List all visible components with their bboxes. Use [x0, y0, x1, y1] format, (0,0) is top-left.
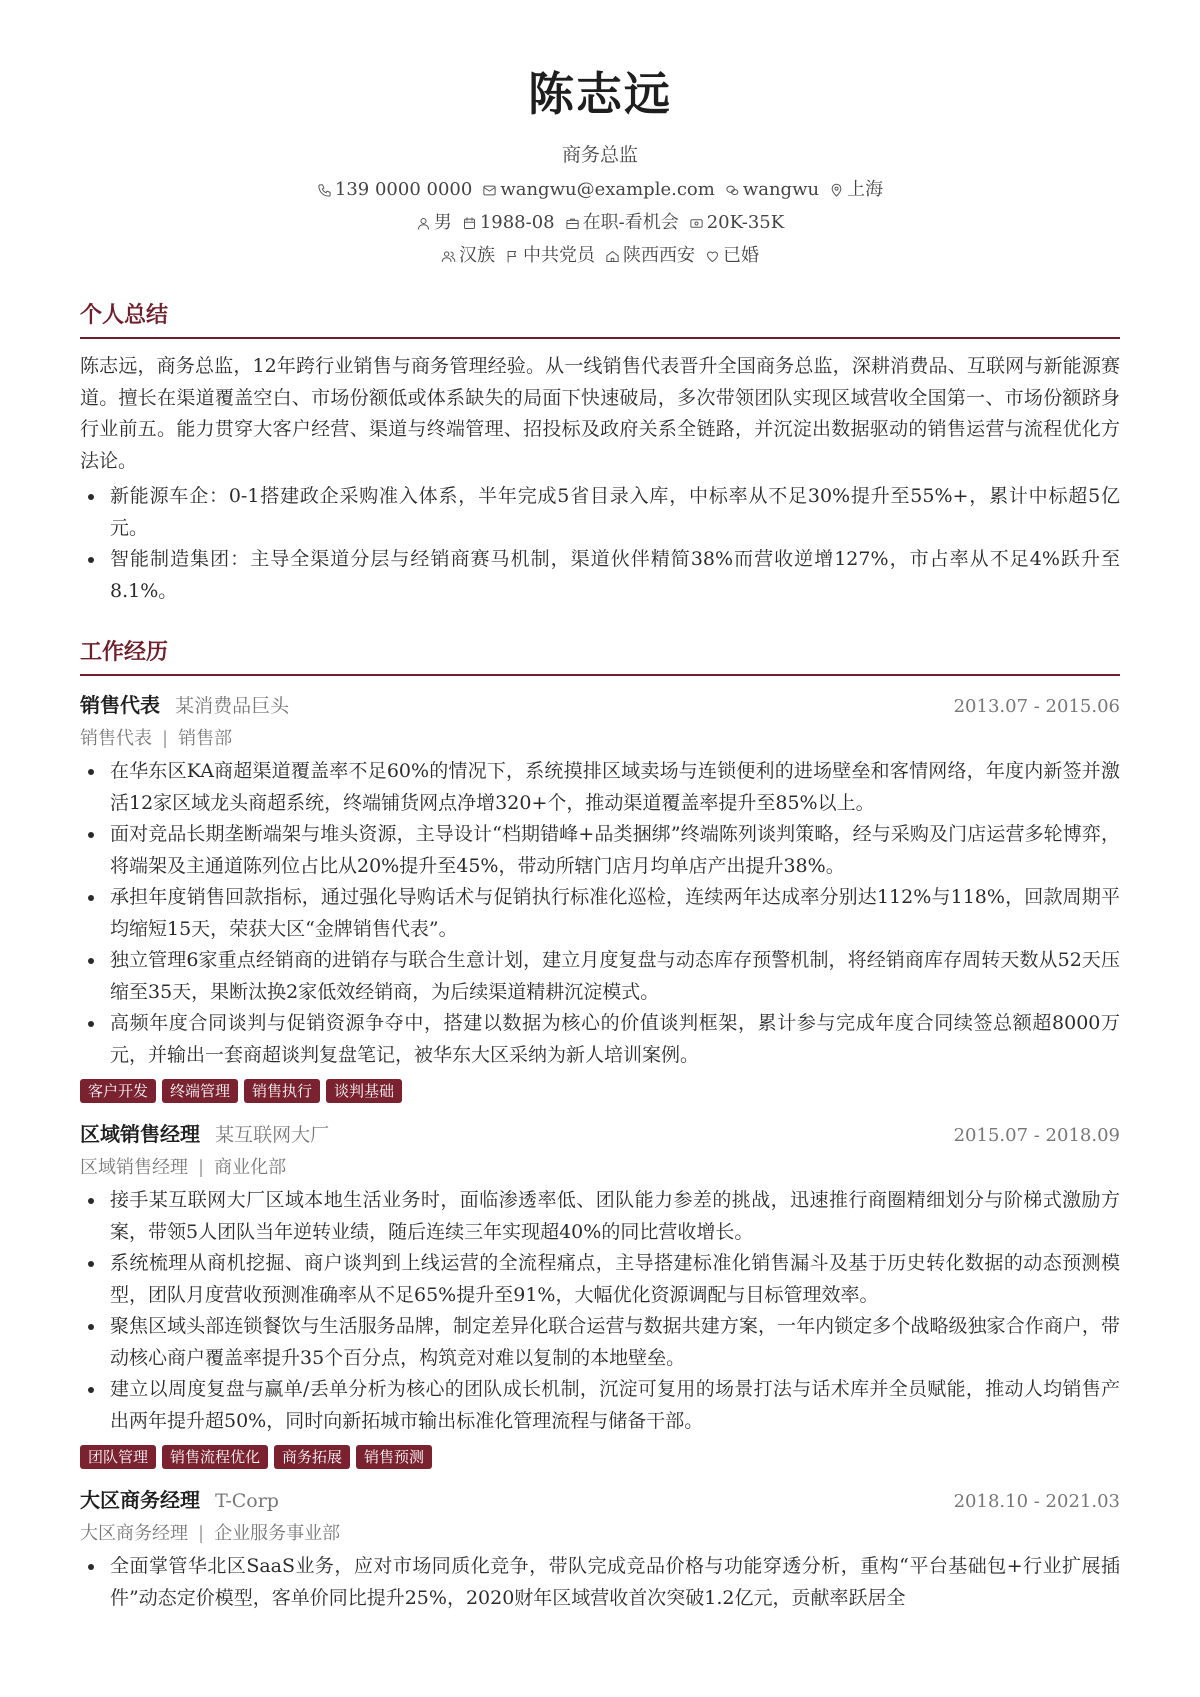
job-department: 企业服务事业部	[214, 1523, 341, 1544]
contact-location	[829, 178, 883, 202]
user-icon	[416, 216, 431, 231]
basics-birth	[462, 211, 555, 235]
skill-tag: 团队管理	[80, 1445, 156, 1469]
job-bullets	[80, 1185, 1120, 1437]
job-bullet: 承担年度销售回款指标，通过强化导购话术与促销执行标准化巡检，连续两年达成率分别达112%与118%，回款周期平均缩短15天，荣获大区“金牌销售代表”。	[80, 882, 1120, 945]
job-company: T-Corp	[215, 1490, 279, 1512]
skill-tag: 销售流程优化	[162, 1445, 268, 1469]
skill-tag: 销售预测	[356, 1445, 432, 1469]
job-bullet: 高频年度合同谈判与促销资源争夺中，搭建以数据为核心的价值谈判框架，累计参与完成年度合同续签总额超8000万元，并输出一套商超谈判复盘笔记，被华东大区采纳为新人培训案例。	[80, 1008, 1120, 1071]
job-separator: |	[162, 728, 169, 749]
contact-location-text: 上海	[847, 179, 884, 200]
job-department: 商业化部	[214, 1157, 287, 1178]
basics-birth-text: 1988-08	[479, 212, 555, 233]
personal-hometown-text: 陕西西安	[623, 245, 695, 266]
job-subtitle	[80, 1519, 1120, 1549]
job-bullets	[80, 1551, 1120, 1614]
job-entry	[80, 1485, 1120, 1614]
contact-email	[482, 178, 715, 202]
job-position: 销售代表	[80, 728, 152, 749]
resume-page	[80, 0, 1120, 1614]
job-subtitle	[80, 724, 1120, 754]
job-role: 区域销售经理	[80, 1122, 200, 1146]
personal-row	[80, 244, 1120, 268]
summary-paragraph: 陈志远，商务总监，12年跨行业销售与商务管理经验。从一线销售代表晋升全国商务总监，深耕消费品、互联网与新能源赛道。擅长在渠道覆盖空白、市场份额低或体系缺失的局面下快速破局，多次带领团队实现区域营收全国第一、市场份额跻身行业前五。能力贯穿大客户经营、渠道与终端管理、招投标及政府关系全链路，并沉淀出数据驱动的销售运营与流程优化方法论。	[80, 355, 1120, 472]
wechat-icon	[725, 183, 740, 198]
personal-marital-text: 已婚	[723, 245, 759, 266]
job-entry	[80, 690, 1120, 1103]
calendar-icon	[462, 216, 477, 231]
summary-highlight: 智能制造集团：主导全渠道分层与经销商赛马机制，渠道伙伴精简38%而营收逆增127%，市占率从不足4%跃升至8.1%。	[80, 544, 1120, 607]
basics-status	[565, 211, 679, 235]
job-bullet: 独立管理6家重点经销商的进销存与联合生意计划，建立月度复盘与动态库存预警机制，将经销商库存周转天数从52天压缩至35天，果断汰换2家低效经销商，为后续渠道精耕沉淀模式。	[80, 945, 1120, 1008]
work-heading: 工作经历	[80, 637, 1120, 676]
job-bullet: 在华东区KA商超渠道覆盖率不足60%的情况下，系统摸排区域卖场与连锁便利的进场壁垒和客情网络，年度内新签并激活12家区域龙头商超系统，终端铺货网点净增320+个，推动渠道覆盖率提升至85%以上。	[80, 756, 1120, 819]
job-header	[80, 1119, 1120, 1151]
job-date: 2013.07 - 2015.06	[953, 696, 1120, 717]
heart-icon	[705, 249, 720, 264]
job-entry	[80, 1119, 1120, 1469]
job-date: 2015.07 - 2018.09	[953, 1125, 1120, 1146]
job-bullet: 建立以周度复盘与赢单/丢单分析为核心的团队成长机制，沉淀可复用的场景打法与话术库并全员赋能，推动人均销售产出两年提升超50%，同时向新拓城市输出标准化管理流程与储备干部。	[80, 1374, 1120, 1437]
personal-ethnicity	[441, 244, 495, 268]
skill-tag: 谈判基础	[326, 1079, 402, 1103]
job-bullet: 面对竞品长期垄断端架与堆头资源，主导设计“档期错峰+品类捆绑”终端陈列谈判策略，经与采购及门店运营多轮博弈，将端架及主通道陈列位占比从20%提升至45%，带动所辖门店月均单店产出提升38%。	[80, 819, 1120, 882]
job-bullet: 系统梳理从商机挖掘、商户谈判到上线运营的全流程痛点，主导搭建标准化销售漏斗及基于历史转化数据的动态预测模型，团队月度营收预测准确率从不足65%提升至91%，大幅优化资源调配与目标管理效率。	[80, 1248, 1120, 1311]
job-header	[80, 1485, 1120, 1517]
location-icon	[829, 183, 844, 198]
skill-tag: 销售执行	[244, 1079, 320, 1103]
personal-hometown	[605, 244, 695, 268]
briefcase-icon	[565, 216, 580, 231]
personal-political	[505, 244, 595, 268]
flag-icon	[505, 249, 520, 264]
summary-highlight: 新能源车企：0-1搭建政企采购准入体系，半年完成5省目录入库，中标率从不足30%提升至55%+，累计中标超5亿元。	[80, 481, 1120, 544]
basics-gender	[416, 211, 452, 235]
candidate-title: 商务总监	[561, 144, 638, 166]
personal-marital	[705, 244, 759, 268]
job-company: 某消费品巨头	[175, 695, 290, 717]
summary-highlights	[80, 481, 1120, 607]
basics-row	[80, 211, 1120, 235]
salary-icon	[689, 216, 704, 231]
job-position: 大区商务经理	[80, 1523, 188, 1544]
contact-wechat-text: wangwu	[742, 179, 820, 200]
skill-tag: 商务拓展	[274, 1445, 350, 1469]
job-subtitle	[80, 1153, 1120, 1183]
contact-wechat	[725, 178, 819, 202]
skill-tag: 客户开发	[80, 1079, 156, 1103]
personal-political-text: 中共党员	[523, 245, 595, 266]
home-icon	[605, 249, 620, 264]
job-bullet: 接手某互联网大厂区域本地生活业务时，面临渗透率低、团队能力参差的挑战，迅速推行商圈精细划分与阶梯式激励方案，带领5人团队当年逆转业绩，随后连续三年实现超40%的同比营收增长。	[80, 1185, 1120, 1248]
job-separator: |	[198, 1157, 205, 1178]
job-date: 2018.10 - 2021.03	[953, 1491, 1120, 1512]
job-position: 区域销售经理	[80, 1157, 188, 1178]
contact-phone-text: 139 0000 0000	[334, 179, 473, 200]
candidate-name: 陈志远	[528, 67, 672, 121]
basics-salary	[689, 211, 784, 235]
job-bullet: 聚焦区域头部连锁餐饮与生活服务品牌，制定差异化联合运营与数据共建方案，一年内锁定多个战略级独家合作商户，带动核心商户覆盖率提升35个百分点，构筑竞对难以复制的本地壁垒。	[80, 1311, 1120, 1374]
job-header	[80, 690, 1120, 722]
personal-ethnicity-text: 汉族	[459, 245, 495, 266]
mail-icon	[482, 183, 497, 198]
job-department: 销售部	[178, 728, 233, 749]
summary-heading: 个人总结	[80, 300, 1120, 339]
phone-icon	[317, 183, 332, 198]
contact-email-text: wangwu@example.com	[500, 179, 715, 200]
contact-phone	[317, 178, 472, 202]
basics-salary-text: 20K-35K	[706, 212, 785, 233]
contact-row	[80, 178, 1120, 202]
basics-gender-text: 男	[433, 212, 452, 233]
job-company: 某互联网大厂	[215, 1124, 330, 1146]
basics-status-text: 在职-看机会	[582, 212, 679, 233]
job-bullets	[80, 756, 1120, 1071]
work-section	[80, 637, 1120, 1614]
job-bullet: 全面掌管华北区SaaS业务，应对市场同质化竞争，带队完成竞品价格与功能穿透分析，重构“平台基础包+行业扩展插件”动态定价模型，客单价同比提升25%，2020财年区域营收首次突破1.2亿元，贡献率跃居全	[80, 1551, 1120, 1614]
people-icon	[441, 249, 456, 264]
skill-tag: 终端管理	[162, 1079, 238, 1103]
resume-header	[80, 62, 1120, 268]
job-role: 大区商务经理	[80, 1488, 200, 1512]
job-separator: |	[198, 1523, 205, 1544]
job-tags	[80, 1079, 1120, 1103]
job-role: 销售代表	[80, 693, 160, 717]
summary-section	[80, 300, 1120, 607]
job-tags	[80, 1445, 1120, 1469]
